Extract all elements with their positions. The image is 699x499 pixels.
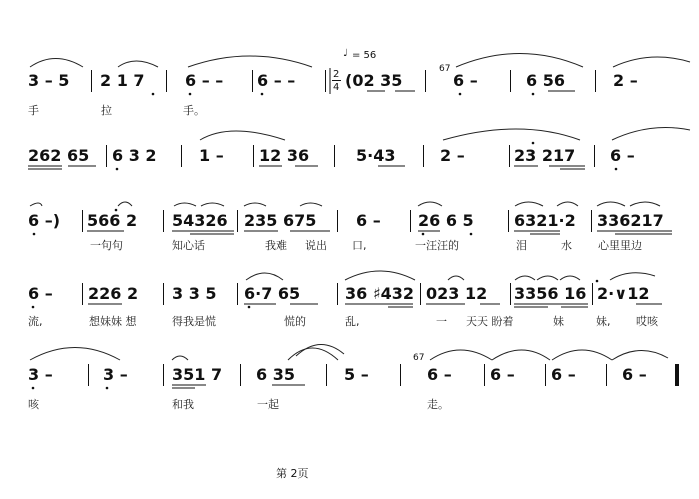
barline (423, 145, 424, 167)
slur (560, 276, 580, 280)
lyric: 天天 盼着 (466, 315, 514, 328)
lyric: 走。 (427, 398, 449, 411)
slur (537, 276, 558, 280)
slur (448, 276, 464, 280)
barline (163, 283, 164, 305)
measure-token: 6 – (610, 146, 635, 165)
measure-token: 26 6 5 (418, 211, 474, 230)
measure-token: 6 – (427, 365, 452, 384)
lyric: 知心话 (172, 239, 205, 252)
lyric: 拉 (101, 104, 112, 117)
slur (430, 350, 492, 360)
lyric: 妹 (553, 315, 564, 328)
measure-token: 6·7 65 (244, 284, 301, 303)
barline (420, 283, 421, 305)
barline (326, 364, 327, 386)
measure-token: 566 2 (87, 211, 138, 230)
barline (252, 70, 253, 92)
barline (592, 283, 593, 305)
lyric: 一起 (257, 398, 279, 411)
measure-token: 6 – (490, 365, 515, 384)
slur (456, 54, 583, 68)
slur (200, 131, 285, 140)
slur (296, 344, 344, 356)
slur (118, 61, 158, 67)
measure-token: 6 35 (256, 365, 295, 384)
measure-token: 6 – (453, 71, 478, 90)
time-signature-top: 2 (333, 69, 340, 80)
modulation-mark: 67 (439, 64, 451, 74)
barline (106, 145, 107, 167)
lyric: 一 (436, 315, 447, 328)
measure-token: 6 56 (526, 71, 565, 90)
measure-token: 023 12 (426, 284, 488, 303)
slur (172, 356, 188, 360)
barline (181, 145, 182, 167)
final-barline (675, 364, 679, 386)
barline (325, 70, 326, 92)
slur (418, 202, 442, 206)
measure-token: 5·43 (356, 146, 396, 165)
slur (288, 348, 338, 360)
slur (246, 273, 283, 280)
barline (163, 210, 164, 232)
slur (612, 350, 668, 360)
measure-token: 2 – (440, 146, 465, 165)
barline (253, 145, 254, 167)
slur (552, 350, 612, 360)
measure-token: 262 65 (28, 146, 90, 165)
lyric: 手 (28, 104, 39, 117)
measure-token: 6 –) (28, 211, 61, 230)
barline (591, 210, 592, 232)
tempo-note: ♩ (343, 48, 348, 59)
measure-token: 2 – (613, 71, 638, 90)
barline (163, 364, 164, 386)
barline (594, 145, 595, 167)
measure-token: 1 – (199, 146, 224, 165)
slur (345, 271, 415, 280)
measure-token: 3 3 5 (172, 284, 217, 303)
lyric: 我难 (265, 239, 287, 252)
lyric: 乱, (345, 315, 360, 328)
lyric: 口, (352, 239, 367, 252)
barline (595, 70, 596, 92)
lyric: 想妹妹 想 (89, 315, 137, 328)
slur (515, 276, 535, 280)
barline (337, 283, 338, 305)
measure-token: 336217 (597, 211, 664, 230)
measure-token: 5 – (344, 365, 369, 384)
barline (166, 70, 167, 92)
barline (334, 145, 335, 167)
barline (425, 70, 426, 92)
slur (174, 203, 196, 206)
barline (82, 210, 83, 232)
slur (515, 202, 543, 206)
barline (509, 145, 510, 167)
measure-token: 3356 16 (514, 284, 587, 303)
barline (510, 283, 511, 305)
measure-token: 3 – (103, 365, 128, 384)
measure-token: 6 – (622, 365, 647, 384)
lyric: 流, (28, 315, 43, 328)
barline (237, 283, 238, 305)
lyric: 泪 (516, 239, 527, 252)
barline (88, 364, 89, 386)
barline (82, 283, 83, 305)
slur (557, 202, 578, 206)
slur (492, 350, 550, 360)
measure-token: 6 – (551, 365, 576, 384)
slur (613, 57, 690, 67)
slur (244, 203, 266, 206)
measure-token: 6 3 2 (112, 146, 157, 165)
lyric: 一句句 (90, 239, 123, 252)
slur (300, 203, 322, 206)
lyric: 心里里边 (598, 239, 642, 252)
measure-token: 235 675 (244, 211, 317, 230)
barline (400, 364, 401, 386)
lyric: 一汪汪的 (415, 239, 459, 252)
slur (630, 202, 660, 206)
measure-token: 2 1 7 (100, 71, 145, 90)
measure-token: 351 7 (172, 365, 223, 384)
measure-token: 6 – (28, 284, 53, 303)
slur (188, 56, 312, 67)
measure-token: 36 ♯432 (345, 284, 414, 303)
lyric: 手。 (183, 104, 205, 117)
barline (410, 210, 411, 232)
lyric: 妹, (596, 315, 611, 328)
measure-token: 54326 (172, 211, 228, 230)
lyric: 得我是慌 (172, 315, 216, 328)
barline (545, 364, 546, 386)
measure-token: 6 – – (257, 71, 296, 90)
barline (237, 210, 238, 232)
lyric: 哎咳 (636, 315, 658, 328)
barline (337, 210, 338, 232)
slur (610, 273, 655, 280)
tempo-marking: = 56 (352, 50, 377, 61)
barline (510, 70, 511, 92)
time-signature-bottom: 4 (333, 82, 340, 93)
lyric: 和我 (172, 398, 194, 411)
measure-token: 2·∨12 (597, 284, 650, 303)
slur (30, 59, 83, 68)
barline (240, 364, 241, 386)
page-number: 第 2页 (276, 467, 309, 480)
measure-token: 23 217 (514, 146, 576, 165)
slur (30, 203, 42, 206)
time-signature-line (332, 80, 341, 81)
barline (484, 364, 485, 386)
measure-token: 226 2 (88, 284, 139, 303)
slur (118, 202, 132, 206)
lyric: 水 (561, 239, 572, 252)
lyric: 慌的 (284, 315, 306, 328)
modulation-mark: 67 (413, 353, 425, 363)
measure-token: 6321·2 (514, 211, 576, 230)
lyric: 咳 (28, 398, 39, 411)
barline (91, 70, 92, 92)
measure-token: 12 36 (259, 146, 310, 165)
slur (597, 202, 625, 206)
slur (30, 348, 120, 361)
measure-token: 6 – (356, 211, 381, 230)
slur (443, 129, 580, 140)
lyric: 说出 (305, 239, 327, 252)
barline (508, 210, 509, 232)
measure-token: 6 – – (185, 71, 224, 90)
barline (606, 364, 607, 386)
measure-token: 3 – (28, 365, 53, 384)
slur (201, 203, 224, 206)
measure-token: 3 – 5 (28, 71, 70, 90)
measure-token: (02 35 (345, 71, 403, 90)
slur (612, 128, 690, 140)
